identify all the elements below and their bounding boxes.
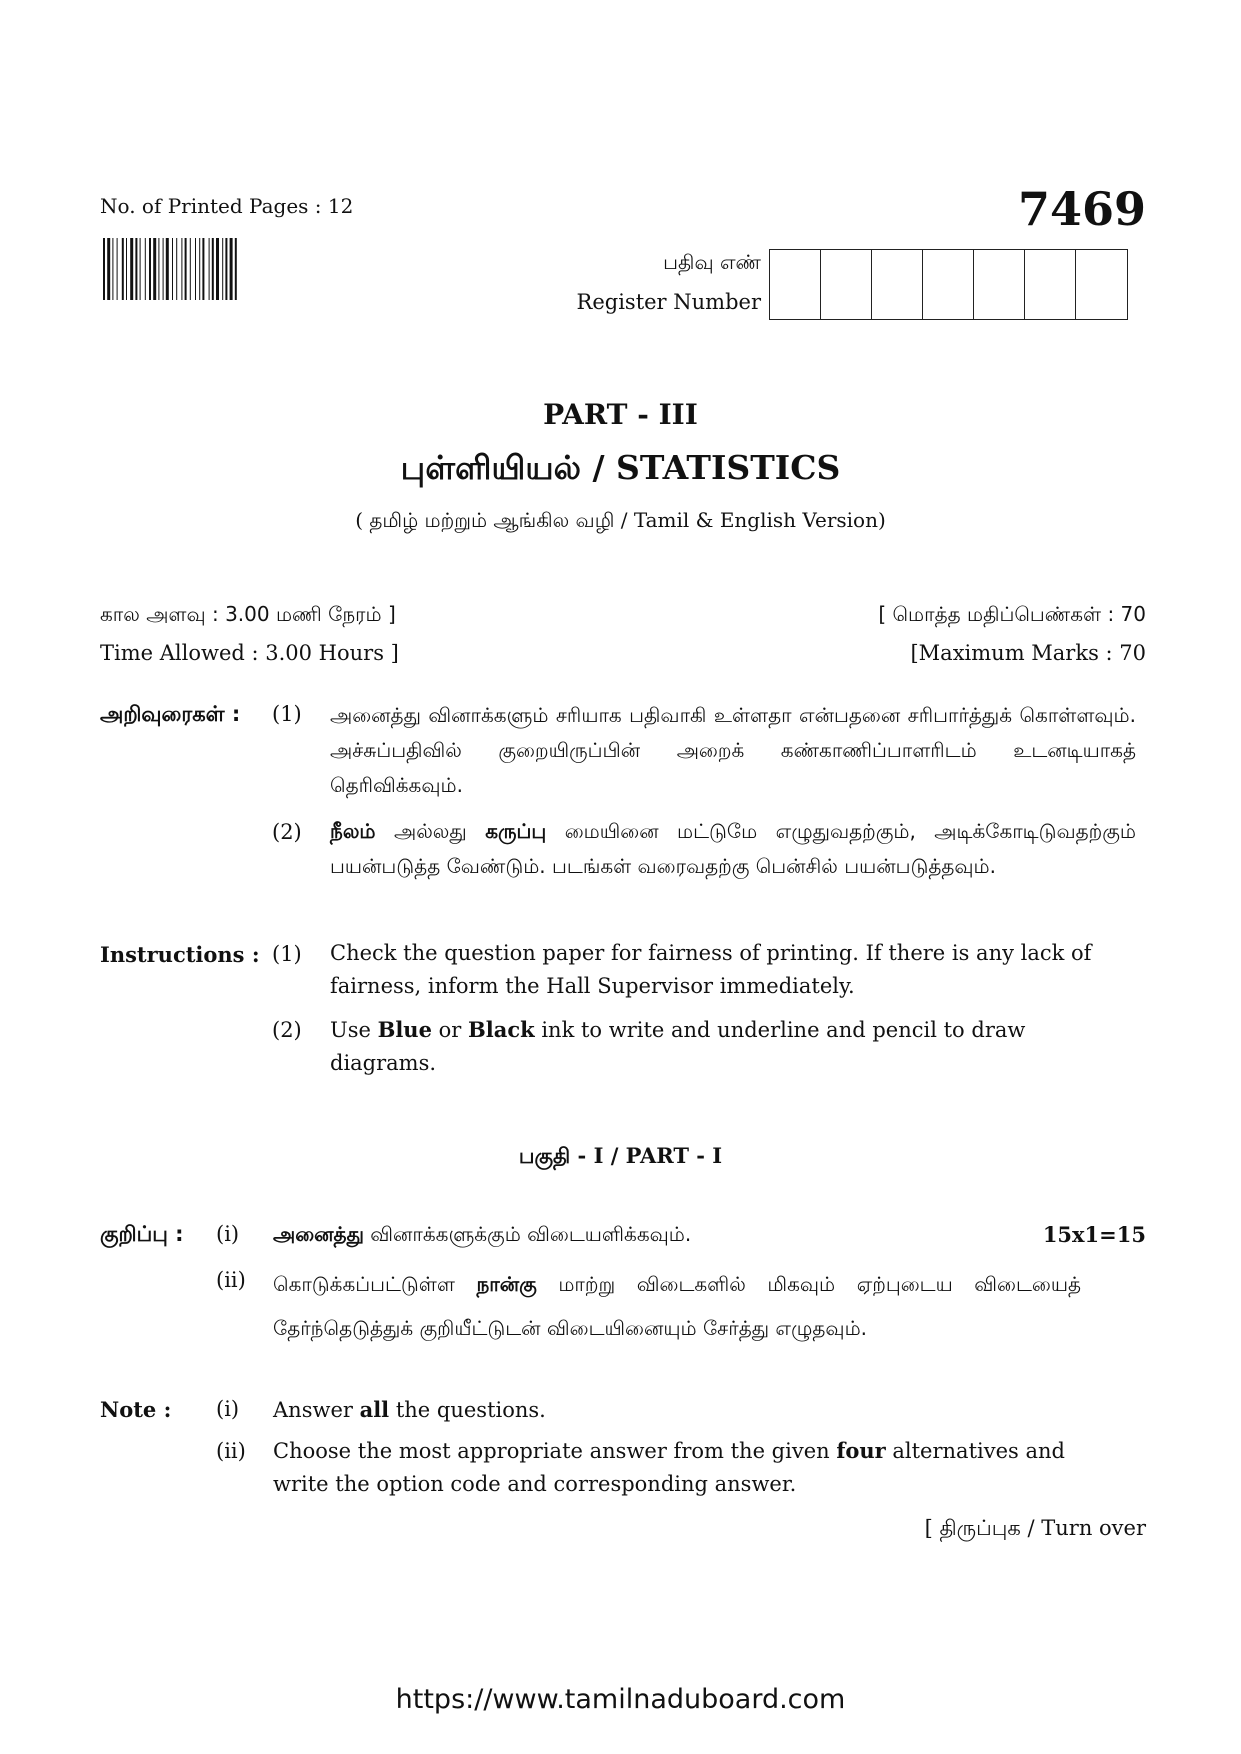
- instruction-tamil-2: நீலம் அல்லது கருப்பு மையினை மட்டுமே எழுதுவதற்கும், அடிக்கோடிடுவதற்கும் பயன்படுத்த வேண்டும். படங்கள் வரைவதற்கு பென்சில் பயன்படுத்தவும்.: [330, 819, 1136, 878]
- note-number: (i): [216, 1222, 240, 1246]
- register-digit-box[interactable]: [923, 250, 974, 319]
- barcode-bar: [235, 238, 237, 300]
- barcode-bar: [130, 238, 133, 300]
- instruction-number: (2): [272, 1018, 302, 1042]
- barcode-bar: [176, 238, 177, 300]
- register-label-english: Register Number: [576, 290, 761, 314]
- register-digit-box[interactable]: [770, 250, 821, 319]
- barcode-bar: [117, 238, 118, 300]
- barcode-bar: [145, 238, 146, 300]
- barcode-bar: [181, 238, 182, 300]
- barcode-bar: [103, 238, 105, 300]
- barcode-bar: [225, 238, 227, 300]
- instructions-english-label: Instructions :: [100, 942, 260, 967]
- barcode-bar: [158, 238, 159, 300]
- barcode-bar: [190, 238, 191, 300]
- barcode-bar: [149, 238, 151, 300]
- part-one-heading: பகுதி - I / PART - I: [518, 1143, 723, 1168]
- barcode: [103, 238, 348, 300]
- register-label-tamil: பதிவு எண்: [663, 250, 761, 274]
- word-four: four: [836, 1438, 886, 1463]
- instruction-number: (1): [272, 702, 302, 726]
- barcode-bar: [135, 238, 137, 300]
- footer-url[interactable]: https://www.tamilnaduboard.com: [395, 1684, 846, 1715]
- word-black: Black: [467, 1017, 535, 1042]
- time-allowed-tamil: கால அளவு : 3.00 மணி நேரம் ]: [100, 602, 396, 626]
- word-all-tamil: அனைத்து: [273, 1222, 364, 1246]
- barcode-bar: [140, 238, 141, 300]
- note-number: (i): [216, 1397, 240, 1421]
- barcode-bar: [153, 238, 156, 300]
- note-number: (ii): [216, 1439, 246, 1463]
- word-blue-tamil: நீலம்: [330, 819, 376, 843]
- register-digit-box[interactable]: [1025, 250, 1076, 319]
- word-four-tamil: நான்கு: [476, 1272, 537, 1296]
- question-paper-code: 7469: [1017, 182, 1146, 236]
- version-line: ( தமிழ் மற்றும் ஆங்கில வழி / Tamil & English Version): [355, 508, 886, 532]
- barcode-bar: [163, 238, 164, 300]
- printed-pages: No. of Printed Pages : 12: [100, 194, 354, 218]
- barcode-bar: [107, 238, 110, 300]
- barcode-bar: [202, 238, 204, 300]
- instruction-number: (1): [272, 942, 302, 966]
- word-blue: Blue: [377, 1017, 432, 1042]
- barcode-bar: [216, 238, 219, 300]
- register-number-boxes[interactable]: [769, 249, 1128, 320]
- barcode-bar: [212, 238, 214, 300]
- instructions-tamil-label: அறிவுரைகள் :: [100, 702, 241, 726]
- max-marks-tamil: [ மொத்த மதிப்பெண்கள் : 70: [878, 602, 1146, 626]
- turn-over: [ திருப்புக / Turn over: [924, 1516, 1146, 1540]
- note-tamil-2: கொடுக்கப்பட்டுள்ள நான்கு மாற்று விடைகளில் மிகவும் ஏற்புடைய விடையைத் தேர்ந்தெடுத்துக் குறியீட்டுடன் விடையினையும் சேர்த்து எழுதவும்.: [273, 1272, 1082, 1340]
- barcode-bar: [112, 238, 113, 300]
- barcode-bar: [230, 238, 233, 300]
- section-marks: 15x1=15: [1042, 1222, 1146, 1247]
- register-digit-box[interactable]: [974, 250, 1025, 319]
- barcode-bar: [122, 238, 124, 300]
- barcode-bar: [172, 238, 173, 300]
- barcode-bar: [222, 238, 223, 300]
- part-heading: PART - III: [543, 398, 698, 431]
- instruction-number: (2): [272, 820, 302, 844]
- barcode-bar: [166, 238, 169, 300]
- word-all: all: [359, 1397, 390, 1422]
- word-black-tamil: கருப்பு: [485, 819, 547, 843]
- register-digit-box[interactable]: [821, 250, 872, 319]
- instruction-english-1: Check the question paper for fairness of printing. If there is any lack of fairness, inform the Hall Supervisor immediately.: [330, 941, 1092, 998]
- barcode-bar: [199, 238, 200, 300]
- note-english-1: Answer all the questions.: [273, 1397, 546, 1422]
- instruction-tamil-1: அனைத்து வினாக்களும் சரியாக பதிவாகி உள்ளதா என்பதனை சரிபார்த்துக் கொள்ளவும். அச்சுப்பதிவில் குறையிருப்பின் அறைக் கண்காணிப்பாளரிடம் உடனடியாகத் தெரிவிக்கவும்.: [330, 703, 1136, 797]
- note-tamil-1: அனைத்து வினாக்களுக்கும் விடையளிக்கவும்.: [273, 1222, 692, 1246]
- register-digit-box[interactable]: [1076, 250, 1127, 319]
- note-tamil-label: குறிப்பு :: [100, 1222, 184, 1246]
- barcode-bar: [195, 238, 196, 300]
- max-marks-english: [Maximum Marks : 70: [910, 641, 1146, 665]
- note-english-label: Note :: [100, 1397, 172, 1422]
- barcode-bar: [209, 238, 210, 300]
- subject-title: புள்ளியியல் / STATISTICS: [400, 448, 841, 487]
- barcode-bar: [185, 238, 187, 300]
- note-number: (ii): [216, 1268, 246, 1292]
- note-english-2: Choose the most appropriate answer from the given four alternatives and write the option code and corresponding answer.: [273, 1438, 1065, 1496]
- instruction-english-2: Use Blue or Black ink to write and underline and pencil to draw diagrams.: [330, 1017, 1026, 1075]
- time-allowed-english: Time Allowed : 3.00 Hours ]: [100, 641, 399, 665]
- register-digit-box[interactable]: [872, 250, 923, 319]
- barcode-bar: [126, 238, 127, 300]
